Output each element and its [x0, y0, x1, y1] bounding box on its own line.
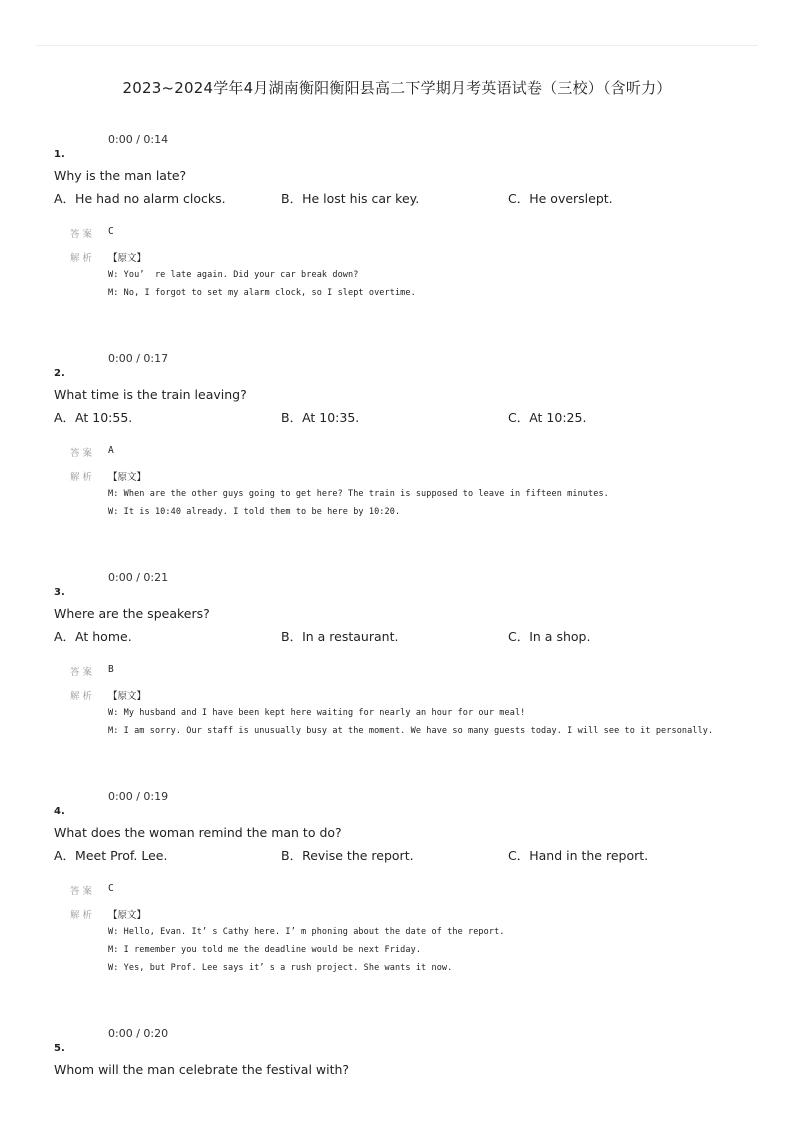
transcript-line: M: When are the other guys going to get here? The train is supposed to leave in fifteen minutes.: [108, 489, 609, 499]
audio-time[interactable]: 0:00 / 0:17: [108, 352, 169, 365]
explanation-label: 解析: [70, 910, 96, 921]
transcript-line: W: Hello, Evan. It’ s Cathy here. I’ m phoning about the date of the report.: [108, 927, 505, 937]
answer-label: 答案: [70, 448, 96, 459]
option-b: B．He lost his car key.: [281, 191, 420, 206]
audio-time[interactable]: 0:00 / 0:14: [108, 133, 169, 146]
transcript-line: M: No, I forgot to set my alarm clock, so I slept overtime.: [108, 288, 416, 298]
transcript-line: M: I remember you told me the deadline would be next Friday.: [108, 945, 422, 955]
answer-label: 答案: [70, 667, 96, 678]
answer-value: C: [108, 883, 114, 894]
option-c: C．He overslept.: [508, 191, 613, 206]
option-c: C．At 10:25.: [508, 410, 587, 425]
question-number: 3.: [54, 587, 65, 598]
answer-value: A: [108, 445, 114, 456]
transcript-line: W: My husband and I have been kept here waiting for nearly an hour for our meal!: [108, 708, 526, 718]
option-b: B．Revise the report.: [281, 848, 414, 863]
audio-time[interactable]: 0:00 / 0:19: [108, 790, 169, 803]
option-a: A．Meet Prof. Lee.: [54, 848, 168, 863]
question-stem: Where are the speakers?: [54, 606, 210, 621]
transcript-line: W: You’ re late again. Did your car break down?: [108, 270, 359, 280]
audio-time[interactable]: 0:00 / 0:21: [108, 571, 169, 584]
original-text-label: 【原文】: [108, 472, 147, 483]
question-number: 2.: [54, 368, 65, 379]
explanation-label: 解析: [70, 472, 96, 483]
transcript-line: M: I am sorry. Our staff is unusually busy at the moment. We have so many guests today. I will see to it personally.: [108, 726, 714, 736]
question-stem: Why is the man late?: [54, 168, 187, 183]
top-divider: [36, 45, 758, 46]
page-title: 2023~2024学年4月湖南衡阳衡阳县高二下学期月考英语试卷（三校）（含听力）: [122, 79, 672, 97]
transcript-line: W: Yes, but Prof. Lee says it’ s a rush project. She wants it now.: [108, 963, 453, 973]
question-stem: Whom will the man celebrate the festival with?: [54, 1062, 350, 1077]
question-number: 1.: [54, 149, 65, 160]
answer-label: 答案: [70, 229, 96, 240]
original-text-label: 【原文】: [108, 691, 147, 702]
original-text-label: 【原文】: [108, 910, 147, 921]
explanation-label: 解析: [70, 691, 96, 702]
answer-value: B: [108, 664, 114, 675]
transcript-line: W: It is 10:40 already. I told them to be here by 10:20.: [108, 507, 401, 517]
question-stem: What does the woman remind the man to do?: [54, 825, 342, 840]
option-a: A．At home.: [54, 629, 132, 644]
option-a: A．At 10:55.: [54, 410, 133, 425]
option-c: C．In a shop.: [508, 629, 591, 644]
option-b: B．At 10:35.: [281, 410, 360, 425]
option-a: A．He had no alarm clocks.: [54, 191, 226, 206]
original-text-label: 【原文】: [108, 253, 147, 264]
option-c: C．Hand in the report.: [508, 848, 649, 863]
option-b: B．In a restaurant.: [281, 629, 399, 644]
question-stem: What time is the train leaving?: [54, 387, 247, 402]
audio-time[interactable]: 0:00 / 0:20: [108, 1027, 169, 1040]
question-number: 4.: [54, 806, 65, 817]
answer-label: 答案: [70, 886, 96, 897]
answer-value: C: [108, 226, 114, 237]
explanation-label: 解析: [70, 253, 96, 264]
question-number: 5.: [54, 1043, 65, 1054]
